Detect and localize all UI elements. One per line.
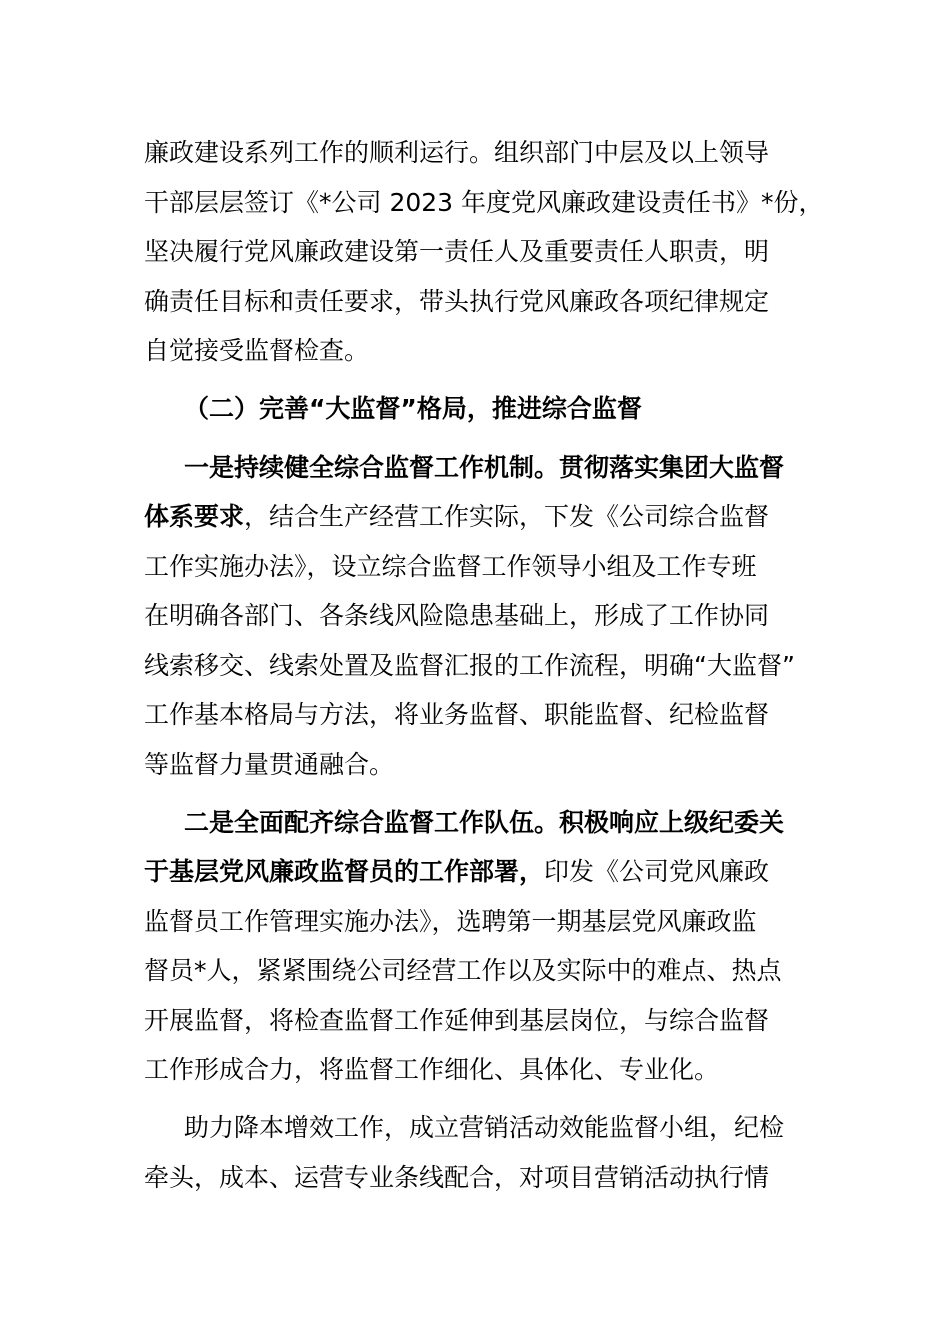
bold-lead: 于基层党风廉政监督员的工作部署， (144, 857, 545, 886)
bold-lead: 体系要求 (144, 502, 245, 531)
text-line: 确责任目标和责任要求，带头执行党风廉政各项纪律规定 (144, 287, 770, 316)
bold-lead: 一是持续健全综合监督工作机制。贯彻落实集团大监督 (184, 453, 785, 482)
text-line: 干部层层签订《*公司 2023 年度党风廉政建设责任书》*份， (144, 188, 824, 217)
text-line: 等监督力量贯通融合。 (144, 750, 395, 779)
text-line: 牵头，成本、运营专业条线配合，对项目营销活动执行情 (144, 1163, 770, 1192)
text-line (184, 806, 784, 840)
text-line: 督员*人，紧紧围绕公司经营工作以及实际中的难点、热点 (144, 956, 782, 985)
text-line: 工作实施办法》，设立综合监督工作领导小组及工作专班 (144, 552, 757, 581)
text-line: 坚决履行党风廉政建设第一责任人及重要责任人职责，明 (144, 237, 770, 266)
text-line: 线索移交、线索处置及监督汇报的工作流程，明确“大监督” (144, 651, 795, 680)
text-line: 自觉接受监督检查。 (144, 336, 370, 365)
text-line: 监督员工作管理实施办法》，选聘第一期基层党风廉政监 (144, 907, 757, 936)
bold-lead: 二是全面配齐综合监督工作队伍。积极响应上级纪委关 (184, 808, 785, 837)
text-line: 在明确各部门、各条线风险隐患基础上，形成了工作协同 (144, 601, 770, 630)
text-line: 廉政建设系列工作的顺利运行。组织部门中层及以上领导 (144, 138, 770, 167)
text-run: ，结合生产经营工作实际，下发《公司综合监督 (244, 502, 770, 531)
text-line: 工作形成合力，将监督工作细化、具体化、专业化。 (144, 1055, 720, 1084)
text-line: 开展监督，将检查监督工作延伸到基层岗位，与综合监督 (144, 1006, 770, 1035)
section-heading: （二）完善“大监督”格局，推进综合监督 (184, 394, 642, 423)
text-run: 印发《公司党风廉政 (544, 857, 770, 886)
text-line: 工作基本格局与方法，将业务监督、职能监督、纪检监督 (144, 700, 770, 729)
text-line: 助力降本增效工作，成立营销活动效能监督小组，纪检 (184, 1113, 785, 1142)
text-line (144, 500, 769, 534)
text-line (144, 855, 769, 889)
text-line (184, 451, 784, 485)
